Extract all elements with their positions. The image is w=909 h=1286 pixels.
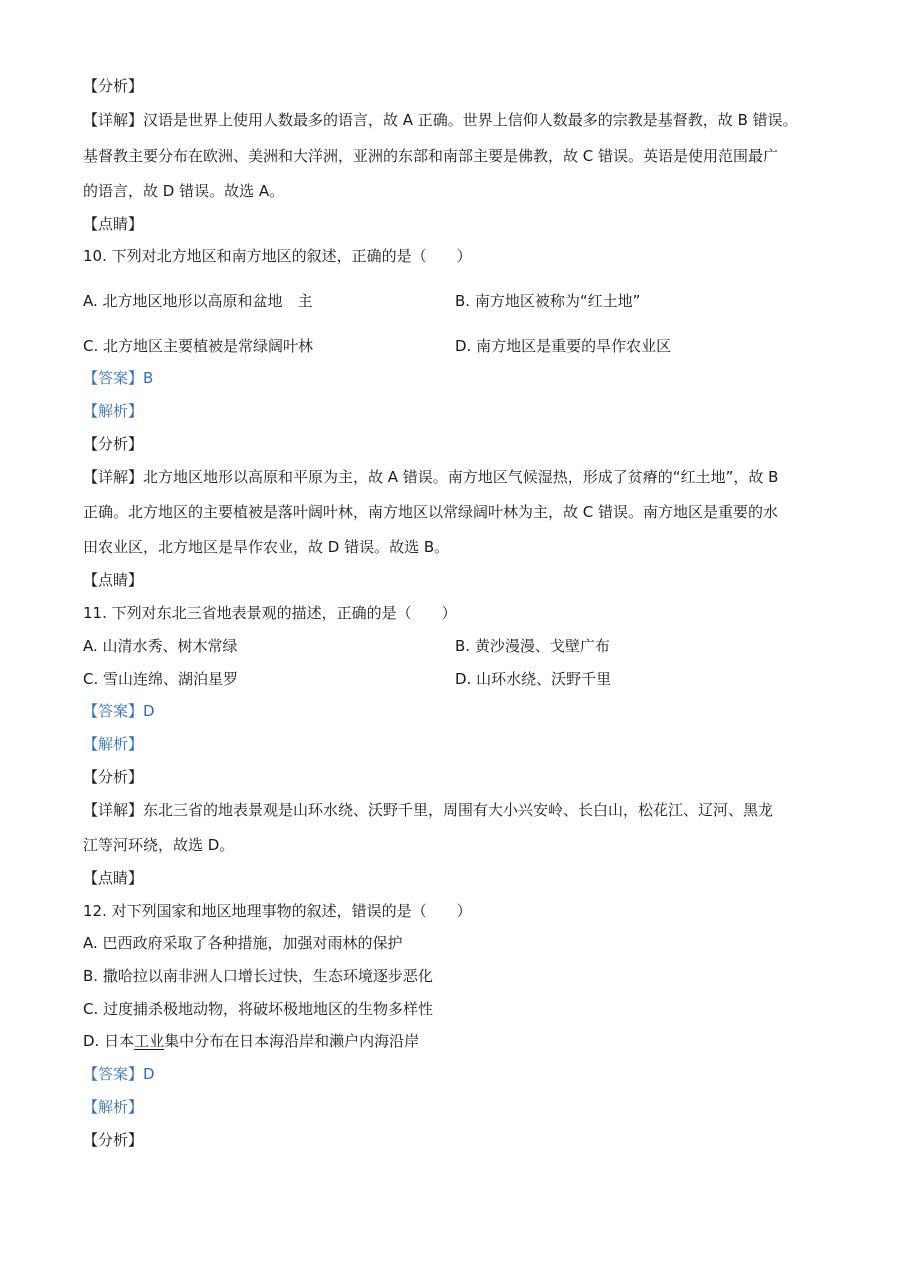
question-11-stem: 11. 下列对东北三省地表景观的描述，正确的是（ ） bbox=[83, 604, 457, 622]
analysis-heading: 【分析】 bbox=[83, 1131, 144, 1149]
question-10-option-c: C. 北方地区主要植被是常绿阔叶林 bbox=[83, 337, 314, 355]
solution-label: 【解析】 bbox=[83, 1098, 144, 1116]
explanation-line: 的语言，故 D 错误。故选 A。 bbox=[83, 182, 285, 200]
question-11-option-d: D. 山环水绕、沃野千里 bbox=[455, 670, 612, 688]
question-10-option-d: D. 南方地区是重要的旱作农业区 bbox=[455, 337, 672, 355]
question-12-option-b: B. 撒哈拉以南非洲人口增长过快，生态环境逐步恶化 bbox=[83, 967, 433, 985]
explanation-line: 基督教主要分布在欧洲、美洲和大洋洲，亚洲的东部和南部主要是佛教，故 C 错误。英语是使用范围最广 bbox=[83, 147, 779, 165]
answer-label: 【答案】D bbox=[83, 1065, 155, 1083]
explanation-line: 江等河环绕，故选 D。 bbox=[83, 836, 235, 854]
option-d-prefix: D. 日本 bbox=[83, 1032, 135, 1050]
question-10-option-b: B. 南方地区被称为“红土地” bbox=[455, 292, 641, 310]
key-point-heading: 【点睛】 bbox=[83, 571, 144, 589]
explanation-line: 正确。北方地区的主要植被是落叶阔叶林，南方地区以常绿阔叶林为主，故 C 错误。南方地区是重要的水 bbox=[83, 503, 779, 521]
question-12-option-d bbox=[83, 1031, 419, 1051]
analysis-heading: 【分析】 bbox=[83, 768, 144, 786]
question-11-option-c: C. 雪山连绵、湖泊星罗 bbox=[83, 670, 239, 688]
explanation-line: 田农业区，北方地区是旱作农业，故 D 错误。故选 B。 bbox=[83, 538, 450, 556]
question-10-option-a: A. 北方地区地形以高原和盆地 主 bbox=[83, 292, 313, 310]
answer-label: 【答案】B bbox=[83, 369, 154, 387]
question-12-option-c: C. 过度捕杀极地动物，将破坏极地地区的生物多样性 bbox=[83, 1000, 434, 1018]
key-point-heading: 【点睛】 bbox=[83, 869, 144, 887]
question-11-option-a: A. 山清水秀、树木常绿 bbox=[83, 637, 238, 655]
question-12-option-a: A. 巴西政府采取了各种措施，加强对雨林的保护 bbox=[83, 934, 403, 952]
option-d-suffix: 集中分布在日本海沿岸和濑户内海沿岸 bbox=[164, 1032, 420, 1050]
question-10-stem: 10. 下列对北方地区和南方地区的叙述，正确的是（ ） bbox=[83, 247, 472, 265]
key-point-heading: 【点睛】 bbox=[83, 215, 144, 233]
question-12-stem: 12. 对下列国家和地区地理事物的叙述，错误的是（ ） bbox=[83, 902, 472, 920]
explanation-line: 【详解】北方地区地形以高原和平原为主，故 A 错误。南方地区气候湿热，形成了贫瘠的“红土地”，故 B bbox=[83, 468, 779, 486]
solution-label: 【解析】 bbox=[83, 402, 144, 420]
question-11-option-b: B. 黄沙漫漫、戈壁广布 bbox=[455, 637, 610, 655]
analysis-heading: 【分析】 bbox=[83, 435, 144, 453]
explanation-line: 【详解】汉语是世界上使用人数最多的语言，故 A 正确。世界上信仰人数最多的宗教是基督教，故 B 错误。 bbox=[83, 111, 798, 129]
answer-label: 【答案】D bbox=[83, 702, 155, 720]
underlined-term: 工业 bbox=[134, 1032, 165, 1050]
solution-label: 【解析】 bbox=[83, 735, 144, 753]
analysis-heading: 【分析】 bbox=[83, 77, 144, 95]
explanation-line: 【详解】东北三省的地表景观是山环水绕、沃野千里，周围有大小兴安岭、长白山，松花江、辽河、黑龙 bbox=[83, 801, 774, 819]
